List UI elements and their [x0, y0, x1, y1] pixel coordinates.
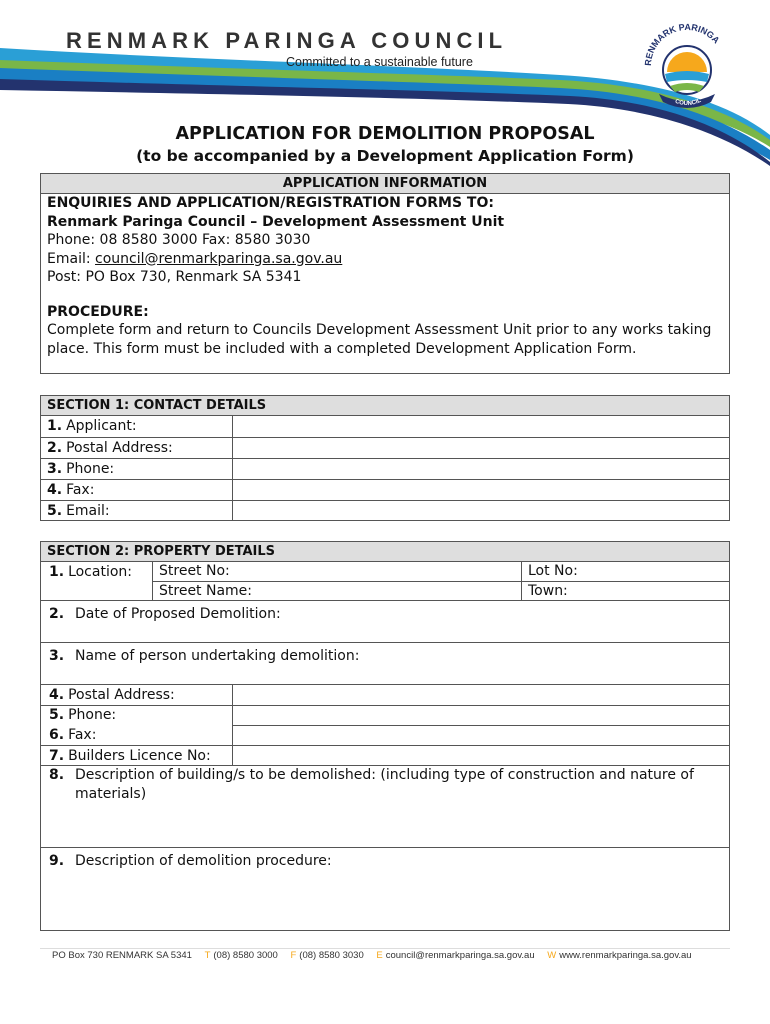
table-row: 7. Builders Licence No: [41, 745, 729, 766]
section-heading: SECTION 2: PROPERTY DETAILS [41, 542, 729, 562]
postal-address-field[interactable] [233, 685, 729, 705]
email-link[interactable]: council@renmarkparinga.sa.gov.au [95, 250, 343, 267]
table-row: 4. Postal Address: [41, 685, 729, 706]
application-information-panel [40, 173, 730, 374]
street-name-field[interactable]: Street Name: [152, 581, 521, 600]
postal-address-field[interactable] [233, 438, 729, 458]
footer-phone: (08) 8580 3000 [213, 950, 278, 961]
fax-field[interactable] [233, 480, 729, 500]
table-row: 5. Phone: [41, 706, 729, 725]
enquiries-heading: ENQUIRIES AND APPLICATION/REGISTRATION FORMS TO: [47, 195, 494, 211]
demolition-date-field[interactable]: 2. Date of Proposed Demolition: [41, 601, 729, 643]
demolisher-name-label: Name of person undertaking demolition: [75, 648, 360, 664]
fax-label: Fax: [68, 727, 97, 743]
organisation-name: RENMARK PARINGA COUNCIL [66, 28, 508, 53]
assessment-unit: Renmark Paringa Council – Development Assessment Unit [47, 213, 505, 230]
town-field[interactable]: Town: [521, 581, 729, 600]
form-subtitle: (to be accompanied by a Development Application Form) [136, 147, 634, 165]
location-label: Location: [68, 564, 132, 580]
table-row: 5. Email: [41, 500, 729, 521]
property-details-section [40, 541, 730, 931]
table-row: 4. Fax: [41, 479, 729, 500]
street-no-field[interactable]: Street No: [152, 562, 521, 581]
lot-no-field[interactable]: Lot No: [521, 562, 729, 581]
footer-email[interactable]: council@renmarkparinga.sa.gov.au [385, 950, 535, 961]
footer-fax: (08) 8580 3030 [299, 950, 364, 961]
demolition-procedure-field[interactable]: 9. Description of demolition procedure: [49, 853, 332, 869]
phone-fax-text: Phone: 08 8580 3000 Fax: 8580 3030 [47, 232, 311, 248]
footer-address: PO Box 730 RENMARK SA 5341 [52, 950, 192, 961]
footer-website[interactable]: www.renmarkparinga.sa.gov.au [559, 950, 692, 961]
phone-label: Phone: [68, 707, 117, 723]
email-label: Email: [47, 250, 96, 267]
postal-address-label: Postal Address: [68, 687, 175, 703]
postal-address-label: Postal Address: [66, 440, 173, 456]
contact-details-section [40, 395, 730, 521]
procedure-text: Complete form and return to Councils Development Assessment Unit prior to any works taking place. This form must be included with a completed Development Application Form. [47, 322, 712, 357]
logo-arc-text: RENMARK PARINGA [642, 21, 722, 67]
council-logo [637, 16, 737, 108]
location-row: 1. Location: Street No: Lot No: Street Name: Town: [41, 562, 729, 601]
table-row: 1. Applicant: [41, 416, 729, 437]
procedure-heading: PROCEDURE: [47, 303, 149, 320]
email-label: Email: [66, 503, 110, 519]
demolisher-name-field[interactable]: 3. Name of person undertaking demolition: [41, 643, 729, 685]
organisation-tagline: Committed to a sustainable future [286, 55, 473, 69]
fax-field[interactable] [233, 725, 729, 745]
phone-label: Phone: [66, 461, 115, 477]
demolition-procedure-label: Description of demolition procedure: [75, 853, 332, 869]
footer-contact-line: PO Box 730 RENMARK SA 5341 T (08) 8580 3000 F (08) 8580 3030 E council@renmarkparinga.sa.gov.au W www.renmarkparinga.sa.gov.au [52, 950, 692, 961]
builders-licence-field[interactable] [233, 746, 729, 765]
demolition-date-label: Date of Proposed Demolition: [75, 606, 281, 622]
applicant-field[interactable] [233, 416, 729, 437]
section-heading: APPLICATION INFORMATION [41, 174, 729, 194]
post-address-text: Post: PO Box 730, Renmark SA 5341 [47, 269, 302, 285]
form-title: APPLICATION FOR DEMOLITION PROPOSAL [175, 124, 595, 144]
logo-bottom-text: COUNCIL [674, 97, 703, 108]
table-row: 2. Postal Address: [41, 437, 729, 458]
table-row: 3. Phone: [41, 458, 729, 479]
building-description-field[interactable]: 8. Description of building/s to be demolished: (including type of construction and nature of materials) [41, 766, 729, 848]
building-description-label: Description of building/s to be demolished: (including type of construction and nature of materials) [75, 767, 694, 802]
email-line [41, 250, 729, 269]
table-row: 6. Fax: [41, 725, 729, 745]
applicant-label: Applicant: [66, 418, 137, 434]
phone-field[interactable] [233, 706, 729, 725]
email-field[interactable] [233, 501, 729, 521]
fax-label: Fax: [66, 482, 95, 498]
phone-field[interactable] [233, 459, 729, 479]
section-heading: SECTION 1: CONTACT DETAILS [41, 396, 729, 416]
builders-licence-label: Builders Licence No: [68, 748, 211, 764]
